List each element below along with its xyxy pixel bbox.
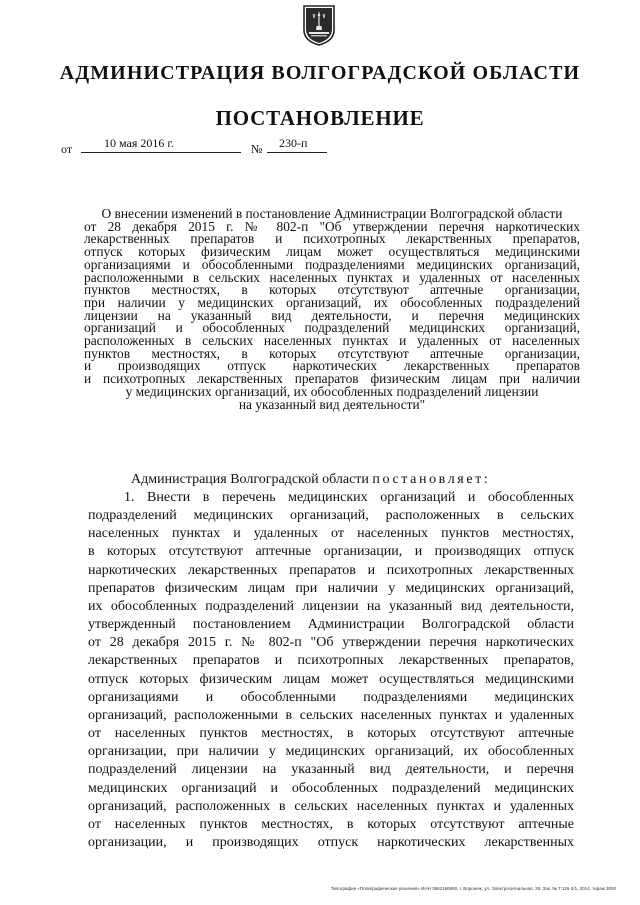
paragraph-line: медицинских организаций и обособленных подразделений медицинских	[88, 780, 574, 796]
paragraph-line: от 28 декабря 2015 г. № 802-п "Об утверждении перечня наркотических	[88, 635, 574, 651]
subject-line: лицензии на указанный вид деятельности, и перечня медицинских	[84, 307, 580, 323]
paragraph-line: лекарственных препаратов и психотропных лекарственных препаратов,	[88, 653, 574, 669]
subject-line: пунктов местностях, в которых отсутствуют аптечные организации,	[84, 345, 580, 361]
paragraph-line: от населенных пунктов местностях, в которых отсутствуют аптечные	[88, 726, 574, 742]
number-prefix: №	[251, 142, 263, 156]
paragraph-line: наркотических лекарственных препаратов и психотропных лекарственных	[88, 562, 574, 578]
document-date: 10 мая 2016 г.	[104, 136, 174, 150]
paragraph-line: от населенных пунктов местностях, в которых отсутствуют аптечные	[88, 816, 574, 832]
paragraph-line: их обособленных подразделений лицензии на указанный вид деятельности,	[88, 598, 574, 614]
subject-line: и психотропных лекарственных препаратов физическим лицам при наличии	[84, 371, 580, 387]
resolution-intro	[131, 472, 490, 488]
paragraph-line: подразделений медицинских организаций, расположенных в сельских	[88, 508, 574, 524]
paragraph-line: утвержденный постановлением Администрации Волгоградской области	[88, 617, 574, 633]
subject-line: на указанный вид деятельности"	[238, 396, 426, 412]
subject-line: расположенными в сельских населенных пунктах и удаленных от населенных	[84, 269, 580, 285]
subject-line: и производящих отпуск наркотических лекарственных препаратов	[84, 358, 580, 374]
subject-line: организациями и обособленными подразделениями медицинских организаций,	[84, 256, 580, 272]
document-subject	[84, 208, 580, 411]
document-type: ПОСТАНОВЛЕНИЕ	[215, 106, 425, 130]
number-underline	[267, 152, 327, 153]
subject-line: у медицинских организаций, их обособленных подразделений лицензии	[125, 383, 539, 399]
paragraph-line: организаций, расположенных в сельских населенных пунктах и удаленных	[88, 798, 574, 814]
subject-line: О внесении изменений в постановление Администрации Волгоградской области	[101, 206, 563, 221]
paragraph-line: организации, при наличии у медицинских организаций, их обособленных	[88, 744, 574, 760]
paragraph-line: 1. Внести в перечень медицинских организаций и обособленных	[124, 490, 574, 505]
volgograd-coat-of-arms-icon	[302, 4, 336, 46]
paragraph-line: отпуск которых физическим лицам может осуществляться медицинскими	[88, 671, 574, 687]
paragraph-line: организаций, расположенными в сельских населенных пунктах и удаленных	[88, 707, 574, 723]
paragraph-line: препаратов физическим лицам при наличии у медицинских организаций,	[88, 580, 574, 596]
date-prefix: от	[61, 142, 73, 156]
subject-line: лекарственных препаратов и психотропных лекарственных препаратов,	[84, 231, 580, 247]
subject-line: отпуск которых физическим лицам может осуществляться медицинскими	[84, 244, 580, 260]
intro-verb: постановляет:	[372, 472, 491, 487]
paragraph-line: в которых отсутствуют аптечные организации, и производящих отпуск	[88, 544, 574, 560]
date-underline	[81, 152, 241, 153]
resolution-body	[88, 489, 574, 852]
subject-line: организаций и обособленных подразделений медицинских организаций,	[84, 320, 580, 336]
paragraph-line: населенных пунктах и удаленных от населенных пунктов местностях,	[88, 526, 574, 542]
organization-title: АДМИНИСТРАЦИЯ ВОЛГОГРАДСКОЙ ОБЛАСТИ	[59, 62, 581, 84]
paragraph-line: организациями и обособленными подразделениями медицинских	[88, 689, 574, 705]
subject-line: от 28 декабря 2015 г. № 802-п "Об утверждении перечня наркотических	[84, 218, 580, 234]
subject-line: пунктов местностях, в которых отсутствуют аптечные организации,	[84, 282, 580, 298]
paragraph-line: подразделений лицензии на указанный вид деятельности, и перечня	[88, 762, 574, 778]
subject-line: расположенных в сельских населенных пунктах и удаленных от населенных	[84, 333, 580, 349]
paragraph-line: организации, и производящих отпуск наркотических лекарственных	[88, 834, 574, 850]
intro-subject: Администрация Волгоградской области	[131, 472, 369, 487]
subject-line: при наличии у медицинских организаций, их обособленных подразделений	[84, 294, 580, 310]
document-number: 230-п	[279, 136, 308, 150]
print-imprint: Типография «Полиграфические решения» ИНН 3662166990, г. Воронеж, ул. Электросигнальная, 28. Зак. № Т.126-3/1, 2014, тираж 3000	[330, 886, 616, 891]
